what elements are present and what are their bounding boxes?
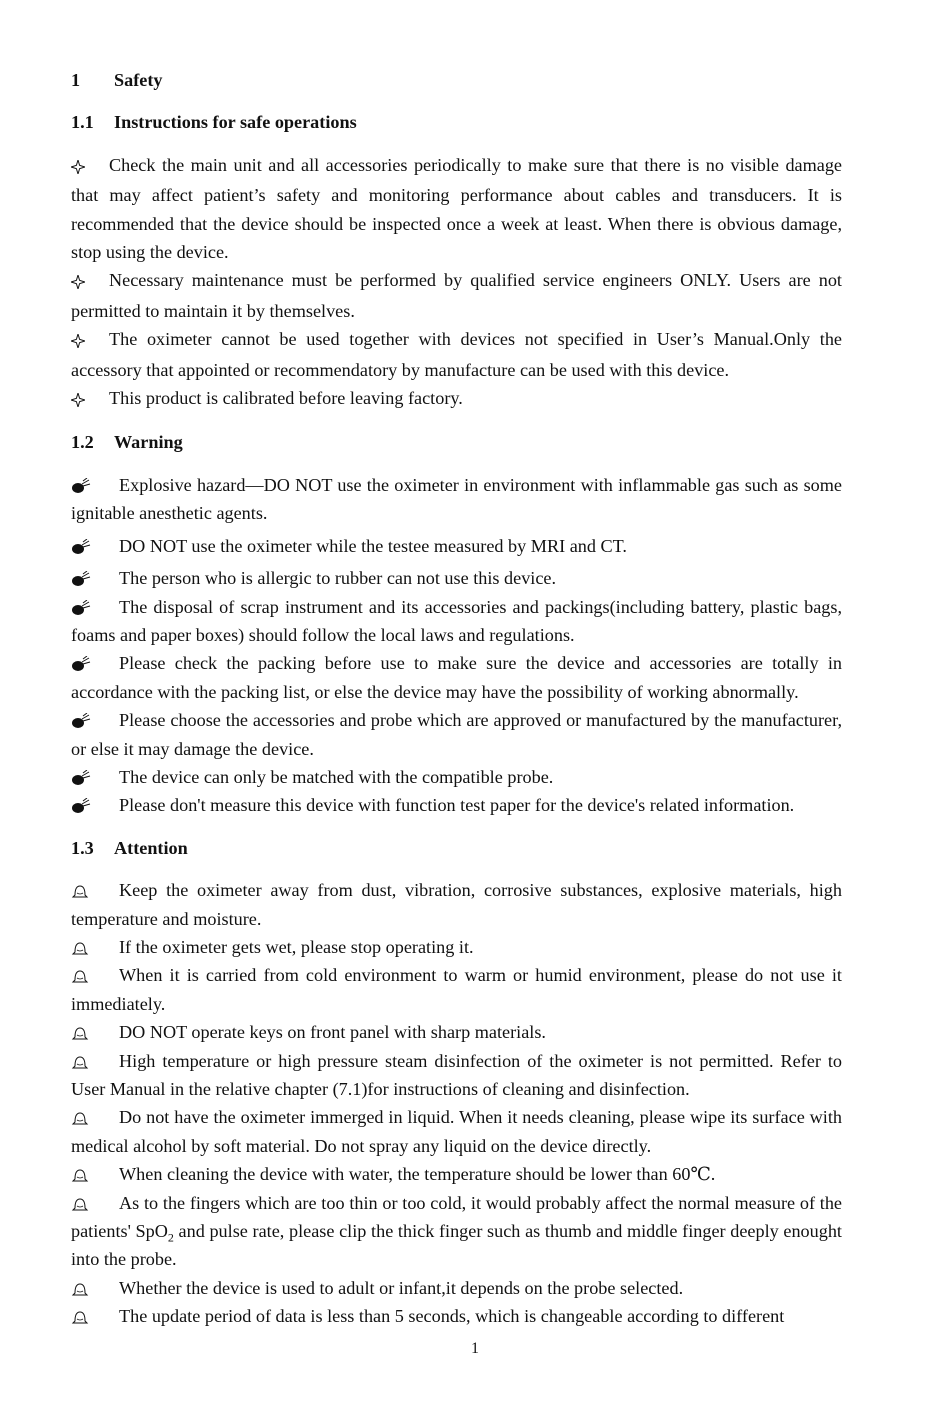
section-number: 1 [71, 70, 81, 90]
bell-icon [71, 933, 119, 961]
pointing-hand-icon [71, 791, 119, 819]
subsection-heading-instructions [71, 108, 842, 136]
bell-icon [71, 1274, 119, 1302]
attention-item: As to the fingers which are too thin or too cold, it would probably affect the normal measure of the patients' SpO$_2$ and pulse rate, please clip the thick finger such as thumb and middle finger deeply enought into the probe. [71, 1189, 842, 1274]
warning-item: DO NOT use the oximeter while the testee measured by MRI and CT. [71, 532, 842, 560]
subsection-title: Warning [114, 432, 183, 453]
pointing-hand-icon [71, 763, 119, 791]
pointing-hand-icon [71, 471, 119, 499]
pointing-hand-icon [71, 706, 119, 734]
warning-item: Please choose the accessories and probe which are approved or manufactured by the manufacturer, or else it may damage the device. [71, 706, 842, 763]
subsection-number: 1.1 [71, 112, 94, 133]
pointing-hand-icon [71, 593, 119, 621]
pointing-hand-icon [71, 564, 119, 592]
subscript-2: 2 [167, 1230, 174, 1245]
document-page [71, 66, 842, 1331]
subsection-heading-warning [71, 428, 842, 456]
section-heading [71, 66, 842, 94]
four-point-star-icon [71, 327, 109, 355]
warning-item: The person who is allergic to rubber can not use this device. [71, 564, 842, 592]
section-title: Safety [114, 70, 163, 90]
bell-icon [71, 876, 119, 904]
attention-item: When it is carried from cold environment to warm or humid environment, please do not use it immediately. [71, 961, 842, 1018]
warning-item: Please don't measure this device with function test paper for the device's related information. [71, 791, 842, 819]
bell-icon [71, 1302, 119, 1330]
subsection-title: Instructions for safe operations [114, 112, 357, 133]
attention-item: DO NOT operate keys on front panel with sharp materials. [71, 1018, 842, 1046]
attention-item: High temperature or high pressure steam disinfection of the oximeter is not permitted. Refer to User Manual in the relative chapter (7.1)for instructions of cleaning and disinfection. [71, 1047, 842, 1104]
warning-item: The disposal of scrap instrument and its accessories and packings(including battery, plastic bags, foams and paper boxes) should follow the local laws and regulations. [71, 593, 842, 650]
subsection-title: Attention [114, 837, 188, 858]
attention-item: The update period of data is less than 5 seconds, which is changeable according to different [71, 1302, 842, 1330]
attention-item: Whether the device is used to adult or infant,it depends on the probe selected. [71, 1274, 842, 1302]
bell-icon [71, 1160, 119, 1188]
attention-item: Do not have the oximeter immerged in liquid. When it needs cleaning, please wipe its surface with medical alcohol by soft material. Do not spray any liquid on the device directly. [71, 1103, 842, 1160]
subsection-number: 1.2 [71, 432, 94, 453]
instruction-item: The oximeter cannot be used together with devices not specified in User’s Manual.Only the accessory that appointed or recommendatory by manufacture can be used with this device. [71, 329, 842, 380]
four-point-star-icon [71, 386, 109, 414]
attention-item: When cleaning the device with water, the temperature should be lower than 60℃. [71, 1160, 842, 1188]
bell-icon [71, 1189, 119, 1217]
bell-icon [71, 1018, 119, 1046]
instruction-item: Necessary maintenance must be performed by qualified service engineers ONLY. Users are not permitted to maintain it by themselves. [71, 270, 842, 321]
warning-item: Please check the packing before use to make sure the device and accessories are totally in accordance with the packing list, or else the device may have the possibility of working abnormally. [71, 649, 842, 706]
pointing-hand-icon [71, 649, 119, 677]
attention-item: Keep the oximeter away from dust, vibration, corrosive substances, explosive materials, high temperature and moisture. [71, 876, 842, 933]
bell-icon [71, 1047, 119, 1075]
subsection-heading-attention [71, 834, 842, 862]
page-number: 1 [471, 1340, 479, 1357]
warning-item: The device can only be matched with the compatible probe. [71, 763, 842, 791]
attention-item: If the oximeter gets wet, please stop operating it. [71, 933, 842, 961]
bell-icon [71, 961, 119, 989]
instruction-item: Check the main unit and all accessories periodically to make sure that there is no visible damage that may affect patient’s safety and monitoring performance about cables and transducers. It is recommended that the device should be inspected once a week at least. When there is obvious damage, stop using the device. [71, 154, 842, 263]
four-point-star-icon [71, 268, 109, 296]
pointing-hand-icon [71, 532, 119, 560]
bell-icon [71, 1103, 119, 1131]
instruction-item: This product is calibrated before leaving factory. [71, 384, 842, 414]
subsection-number: 1.3 [71, 837, 94, 858]
four-point-star-icon [71, 153, 109, 181]
warning-item: Explosive hazard—DO NOT use the oximeter in environment with inflammable gas such as some ignitable anesthetic agents. [71, 471, 842, 528]
